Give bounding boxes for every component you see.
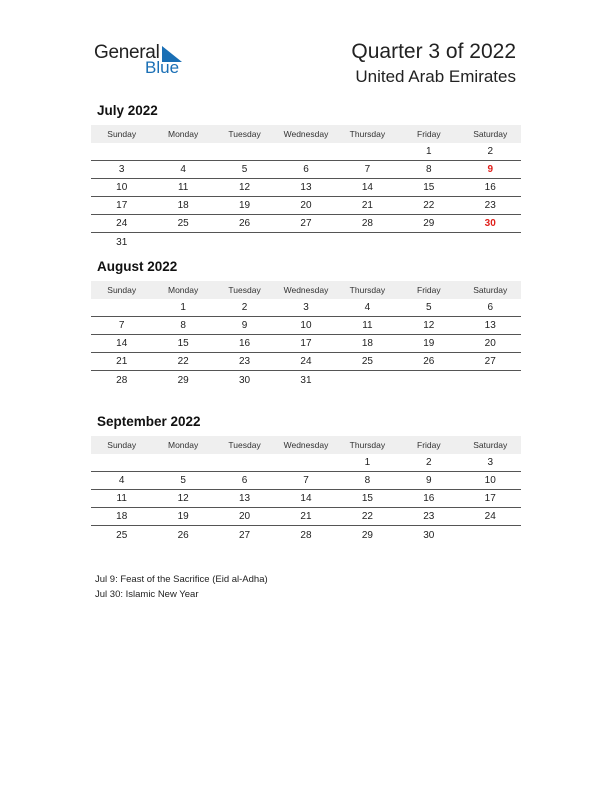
day-cell: 24 — [116, 218, 128, 229]
day-cell: 12 — [238, 182, 251, 193]
day-cell: 10 — [116, 182, 128, 193]
day-cell: 11 — [362, 320, 373, 331]
weekday-label: Thursday — [349, 440, 386, 450]
day-cell: 29 — [361, 529, 373, 541]
day-cell: 26 — [177, 529, 189, 541]
weekday-label: Sunday — [107, 129, 137, 139]
day-cell: 7 — [364, 164, 371, 175]
week-row — [91, 335, 521, 353]
month-july — [91, 103, 521, 251]
day-cell: 12 — [423, 320, 435, 331]
day-cell: 2 — [426, 457, 432, 468]
day-cell: 4 — [180, 164, 186, 175]
day-cell: 21 — [361, 200, 373, 211]
day-cell: 1 — [426, 146, 432, 157]
day-cell: 19 — [238, 200, 251, 211]
day-cell: 23 — [238, 356, 251, 367]
month-title: September 2022 — [97, 414, 201, 429]
day-cell: 6 — [241, 475, 248, 486]
weekday-label: Saturday — [473, 129, 508, 139]
week-row — [91, 215, 521, 233]
day-cell: 18 — [361, 338, 373, 349]
day-cell: 22 — [361, 511, 373, 522]
month-title: August 2022 — [97, 259, 178, 274]
day-cell: 18 — [116, 511, 128, 522]
day-cell: 24 — [300, 356, 312, 367]
week-row — [91, 371, 521, 389]
day-cell: 27 — [300, 218, 312, 229]
day-cell: 14 — [116, 338, 128, 349]
week-row — [91, 490, 521, 508]
day-cell: 13 — [484, 320, 496, 331]
day-cell: 30 — [238, 374, 251, 386]
day-cell: 26 — [238, 218, 251, 229]
week-row — [91, 161, 521, 179]
weekday-label: Thursday — [349, 285, 386, 295]
day-cell: 4 — [118, 475, 125, 486]
day-cell: 5 — [241, 164, 248, 175]
month-september — [91, 414, 521, 544]
day-cell: 16 — [423, 493, 435, 504]
day-cell: 12 — [177, 493, 189, 504]
day-cell: 3 — [118, 164, 125, 175]
day-cell: 21 — [116, 356, 128, 367]
day-cell: 9 — [487, 164, 494, 175]
day-cell: 30 — [423, 529, 435, 541]
day-cell: 22 — [177, 356, 189, 367]
week-row — [91, 317, 521, 335]
day-cell: 20 — [300, 200, 312, 211]
day-cell: 7 — [303, 475, 309, 486]
day-cell: 24 — [484, 511, 496, 522]
day-cell: 10 — [484, 475, 496, 486]
page-title: Quarter 3 of 2022 — [351, 40, 516, 63]
weekday-label: Sunday — [107, 285, 137, 295]
day-cell: 1 — [364, 457, 371, 468]
weekday-label: Saturday — [473, 285, 508, 295]
week-row — [91, 454, 521, 472]
day-cell: 25 — [177, 218, 189, 229]
day-cell: 9 — [426, 475, 432, 486]
day-cell: 15 — [361, 493, 373, 504]
day-cell: 28 — [361, 218, 373, 229]
week-row — [91, 143, 521, 161]
day-cell: 16 — [484, 182, 496, 193]
week-row — [91, 526, 521, 544]
weekday-header-row — [91, 281, 521, 299]
day-cell: 11 — [177, 182, 189, 193]
day-cell: 6 — [303, 164, 309, 175]
day-cell: 8 — [180, 320, 186, 331]
day-cell: 22 — [423, 200, 435, 211]
day-cell: 31 — [116, 236, 128, 248]
brand-logo — [94, 42, 194, 78]
day-cell: 9 — [241, 320, 248, 331]
day-cell: 6 — [487, 302, 494, 313]
day-cell: 7 — [118, 320, 125, 331]
week-row — [91, 353, 521, 371]
day-cell: 2 — [487, 146, 494, 157]
day-cell: 4 — [364, 302, 371, 313]
day-cell: 30 — [484, 218, 496, 229]
holiday-note: Jul 9: Feast of the Sacrifice (Eid al-Adha) — [95, 574, 268, 585]
day-cell: 25 — [361, 356, 373, 367]
weekday-label: Sunday — [107, 440, 137, 450]
day-cell: 2 — [241, 302, 248, 313]
day-cell: 15 — [177, 338, 189, 349]
day-cell: 15 — [423, 182, 435, 193]
weekday-label: Thursday — [349, 129, 386, 139]
day-cell: 3 — [303, 302, 309, 313]
day-cell: 29 — [177, 374, 189, 386]
day-cell: 1 — [180, 302, 186, 313]
day-cell: 27 — [238, 529, 251, 541]
day-cell: 11 — [116, 493, 127, 504]
day-cell: 10 — [300, 320, 312, 331]
day-cell: 20 — [484, 338, 496, 349]
day-cell: 23 — [423, 511, 435, 522]
page-subtitle: United Arab Emirates — [355, 67, 516, 86]
day-cell: 3 — [487, 457, 494, 468]
month-title: July 2022 — [97, 103, 158, 118]
week-row — [91, 472, 521, 490]
day-cell: 5 — [180, 475, 186, 486]
day-cell: 8 — [426, 164, 432, 175]
day-cell: 13 — [238, 493, 251, 504]
day-cell: 29 — [423, 218, 435, 229]
day-cell: 31 — [300, 374, 312, 386]
day-cell: 8 — [364, 475, 371, 486]
day-cell: 19 — [423, 338, 435, 349]
logo-text-general: General — [94, 42, 160, 63]
holiday-notes — [95, 573, 268, 602]
day-cell: 19 — [177, 511, 189, 522]
weekday-header-row — [91, 436, 521, 454]
day-cell: 17 — [484, 493, 496, 504]
day-cell: 13 — [300, 182, 312, 193]
weekday-label: Monday — [168, 129, 199, 139]
day-cell: 21 — [300, 511, 312, 522]
weekday-header-row — [91, 125, 521, 143]
weekday-label: Tuesday — [228, 440, 261, 450]
day-cell: 20 — [238, 511, 251, 522]
day-cell: 5 — [426, 302, 432, 313]
day-cell: 16 — [238, 338, 251, 349]
day-cell: 28 — [116, 374, 128, 386]
day-cell: 25 — [116, 529, 128, 541]
day-cell: 17 — [300, 338, 312, 349]
week-row — [91, 299, 521, 317]
weekday-label: Tuesday — [228, 129, 261, 139]
day-cell: 14 — [300, 493, 312, 504]
day-cell: 27 — [484, 356, 496, 367]
day-cell: 14 — [361, 182, 373, 193]
week-row — [91, 179, 521, 197]
day-cell: 23 — [484, 200, 496, 211]
day-cell: 28 — [300, 529, 312, 541]
week-row — [91, 508, 521, 526]
day-cell: 18 — [177, 200, 189, 211]
weekday-label: Saturday — [473, 440, 508, 450]
weekday-label: Wednesday — [283, 440, 329, 450]
week-row — [91, 197, 521, 215]
weekday-label: Tuesday — [228, 285, 261, 295]
month-august — [91, 259, 521, 389]
weekday-label: Wednesday — [283, 129, 329, 139]
holiday-note: Jul 30: Islamic New Year — [95, 588, 199, 600]
weekday-label: Monday — [168, 440, 199, 450]
weekday-label: Wednesday — [283, 285, 329, 295]
week-row — [91, 233, 521, 251]
weekday-label: Friday — [417, 129, 441, 139]
weekday-label: Friday — [417, 285, 441, 295]
logo-text-blue: Blue — [145, 58, 180, 77]
weekday-label: Friday — [417, 440, 441, 450]
day-cell: 26 — [423, 356, 435, 367]
weekday-label: Monday — [168, 285, 199, 295]
day-cell: 17 — [116, 200, 128, 211]
